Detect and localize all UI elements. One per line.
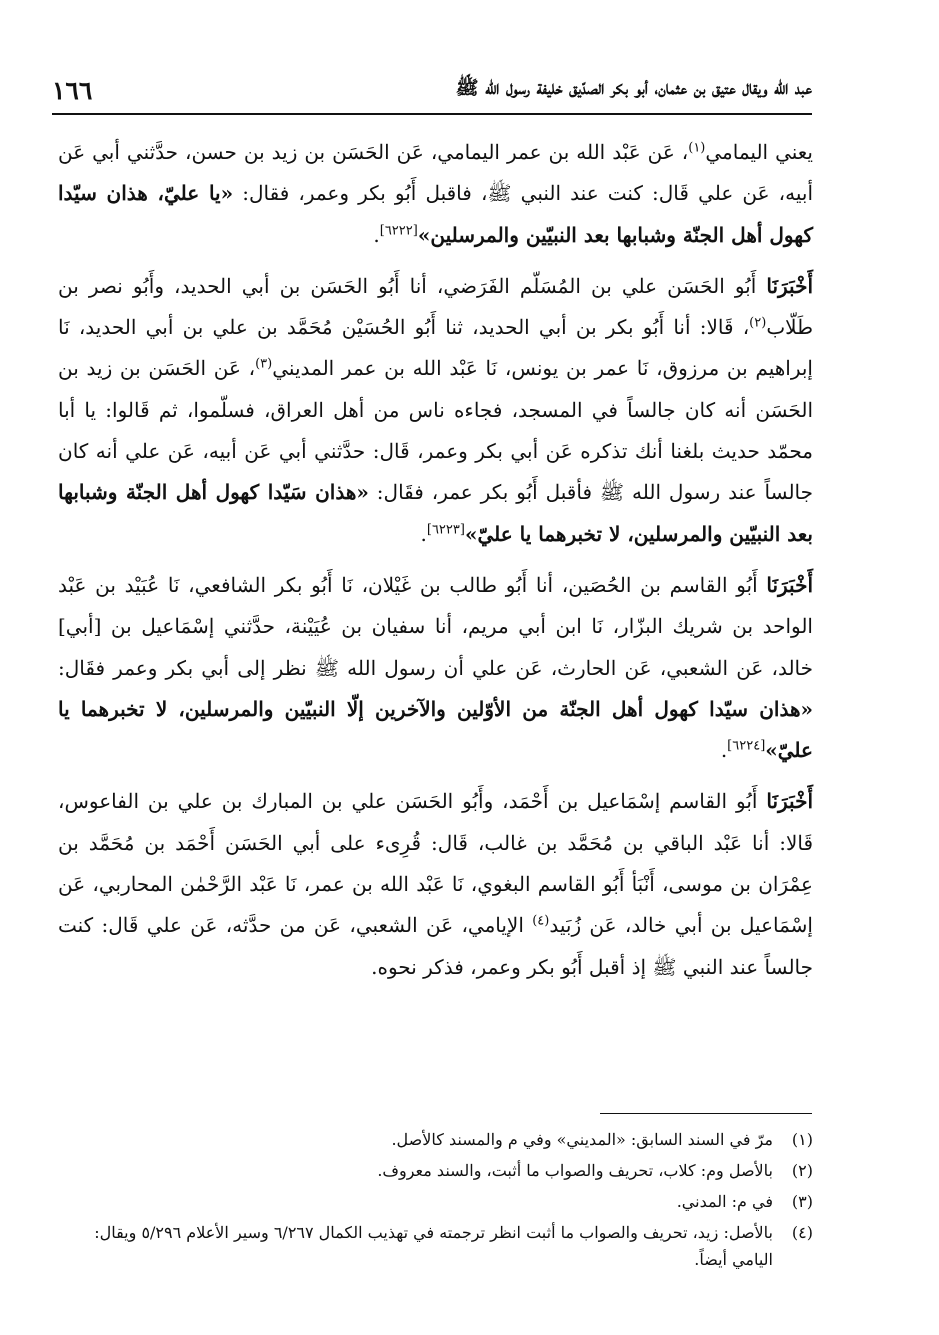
paragraph-text: أَبُو الحَسَن علي بن المُسَلّم الفَرَضي، أنا أَبُو الحَسَن بن أبي الحديد، وأَبُو نصر بن طَلّاب <box>58 273 813 340</box>
footnote-item <box>58 1126 813 1153</box>
hadith-quote: «هذان سيّدا كهول أهل الجنّة من الأوّلين والآخرين إلّا النبيّين والمرسلين، لا تخبرهما يا عليّ» <box>58 696 814 763</box>
footnote-marker: (٢) <box>749 315 767 331</box>
hadith-number: [٦٢٢٣] <box>426 522 465 538</box>
paragraph-text: يعني اليمامي <box>705 140 813 164</box>
footnote-number: (٤) <box>791 1223 813 1242</box>
hadith-number: [٦٢٢٤] <box>727 738 766 754</box>
paragraph-text: ، قَالا: أنا أَبُو بكر بن أبي الحديد، ثنا أَبُو الحُسَيْن مُحَمَّد بن علي بن أبي الحديد، نَا إبراهيم بن مرزوق، نَا عمر بن يونس، نَا عَبْد الله بن عمر المديني <box>58 315 813 381</box>
hadith-quote: «هذان سَيّدا كهول أهل الجنّة وشبابها بعد النبيّين والمرسلين، لا تخبرهما يا عليّ» <box>58 480 813 546</box>
paragraph-1 <box>58 132 813 256</box>
hadith-number: [٦٢٢٢] <box>379 222 418 238</box>
footnote-text: بالأصل وم: كلاب، تحريف والصواب ما أثبت، والسند معروف. <box>377 1161 773 1180</box>
footnote-text: مرّ في السند السابق: «المديني» وفي م والمسند كالأصل. <box>391 1130 773 1149</box>
footnote-number: (٢) <box>791 1161 813 1180</box>
paragraph-end: . <box>420 521 427 546</box>
paragraph-lead: أَخْبَرَنَا <box>766 789 813 814</box>
footnote-number: (٣) <box>791 1192 813 1211</box>
footnotes <box>58 1126 813 1277</box>
paragraph-end: . <box>373 222 380 247</box>
main-text <box>58 132 813 988</box>
paragraph-text: ، عَن عَبْد الله بن عمر اليمامي، عَن الحَسَن بن زيد بن حسن، حدَّثني أبي عَن أبيه، عَن علي قَال: كنت عند النبي ﷺ، فاقبل أَبُو بكر وعمر، فقال: <box>58 140 814 206</box>
footnote-marker: (٣) <box>255 356 273 372</box>
paragraph-end: . <box>371 954 378 979</box>
paragraph-text: أَبُو القاسم إسْمَاعيل بن أَحْمَد، وأَبُو الحَسَن علي بن المبارك بن علي بن الفاعوس، قَالا: أنا عَبْد الباقي بن مُحَمَّد بن غالب، قَال: قُرِىء على أبي الحَسَن أَحْمَد بن مُحَمَّد بن عِمْرَان بن موسى، أَنْبَأ أَبُو القاسم البغوي، نَا عَبْد الله بن عمر، نَا عَبْد الرَّحْمٰن المحاربي، عَن إسْمَاعيل بن أبي خالد، عَن زُبَيد <box>58 789 813 938</box>
header-rule <box>52 113 812 115</box>
footnote-item <box>58 1188 813 1215</box>
footnote-marker: (١) <box>688 140 706 156</box>
running-title: عبد الله ويقال عتيق بن عثمان، أبو بكر الصدّيق خليفة رسول الله ﷺ <box>455 77 812 99</box>
footnote-separator <box>600 1113 812 1114</box>
footnote-number: (١) <box>791 1130 813 1149</box>
page-header <box>52 70 812 110</box>
paragraph-lead: أَخْبَرَنَا <box>766 273 813 298</box>
paragraph-text: الإيامي، عَن الشعبي، عَن من حدَّثه، عَن علي قَال: كنت جالساً عند النبي ﷺ إذ أقبل أَبُو بكر وعمر، فذكر نحوه <box>58 913 813 979</box>
footnote-item <box>58 1219 813 1273</box>
paragraph-end: . <box>720 738 728 763</box>
footnote-text: في م: المدني. <box>676 1192 773 1211</box>
footnote-marker: (٤) <box>532 913 550 929</box>
paragraph-text: ، عَن الحَسَن بن زيد بن الحَسَن أنه كان جالساً في المسجد، فجاءه ناس من أهل العراق، فسلّموا، ثم قَالوا: يا أبا محمّد حديث بلغنا أنك تذكره عَن أبي بكر وعمر، قَال: حدَّثني أبي عَن أبيه، عَن علي أنه كان جالساً عند رسول الله ﷺ فأقبل أَبُو بكر عمر، فقَال: <box>58 356 813 505</box>
paragraph-text: أَبُو القاسم بن الحُصَين، أنا أَبُو طالب بن غَيْلان، نَا أَبُو بكر الشافعي، نَا عُبَيْد بن عَبْد الواحد بن شريك البزّار، نَا ابن أبي مريم، أنا سفيان بن عُيَيْنة، حدَّثني إسْمَاعيل بن [أبي] خالد، عَن الشعبي، عَن الحارث، عَن علي أن رسول الله ﷺ نظر إلى أبي بكر وعمر فقَال: <box>58 572 813 680</box>
paragraph-lead: أَخْبَرَنَا <box>766 572 813 597</box>
page-number: ١٦٦ <box>52 75 93 105</box>
footnote-text: بالأصل: زيد، تحريف والصواب ما أثبت انظر ترجمته في تهذيب الكمال ٦/٢٦٧ وسير الأعلام ٥/٢٩٦ ويقال: اليامي أيضاً. <box>94 1223 773 1269</box>
paragraph-3 <box>58 565 813 771</box>
hadith-quote: «يا عليّ، هذان سيّدا كهول أهل الجنّة وشبابها بعد النبيّين والمرسلين» <box>58 181 813 247</box>
footnote-item <box>58 1157 813 1184</box>
paragraph-4 <box>58 781 813 987</box>
paragraph-2 <box>58 266 813 555</box>
